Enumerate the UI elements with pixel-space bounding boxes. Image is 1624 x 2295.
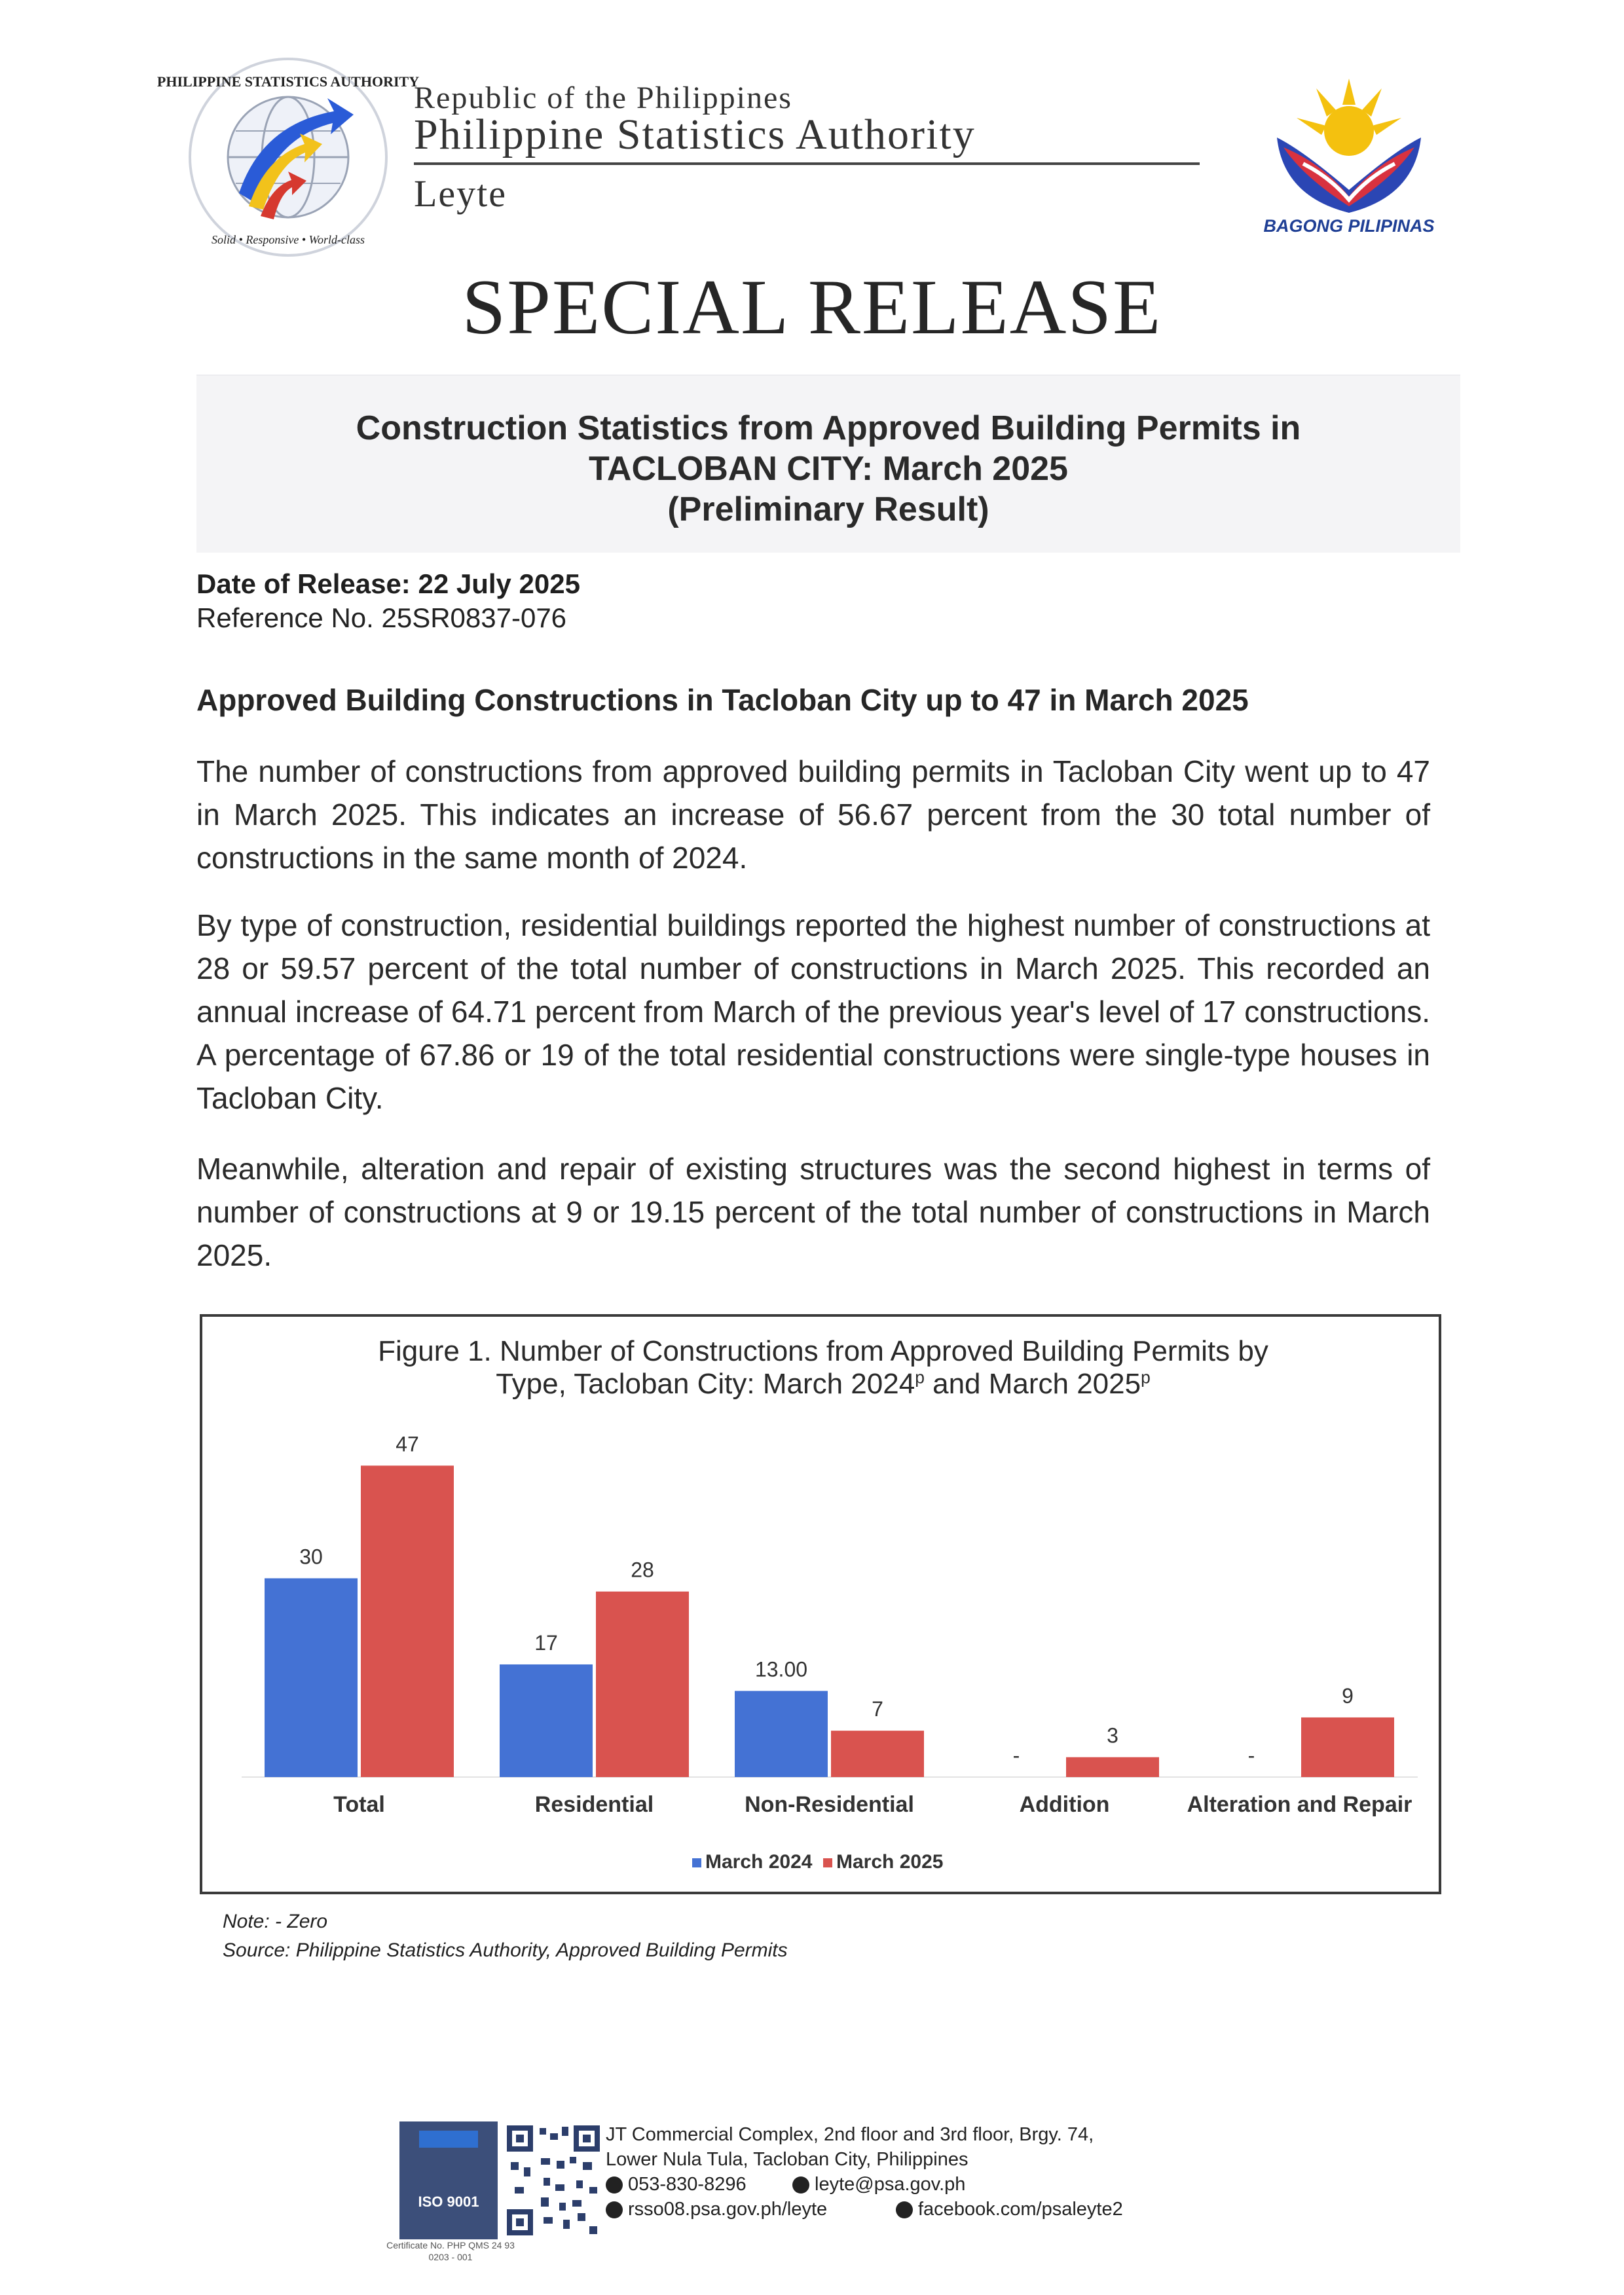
x-tick-label-1: Residential (534, 1792, 654, 1817)
title-line-2: TACLOBAN CITY: March 2025 (589, 450, 1068, 488)
bar-march-2025-1 (596, 1592, 689, 1777)
svg-text:PHILIPPINE STATISTICS AUTHORIT: PHILIPPINE STATISTICS AUTHORITY (157, 73, 420, 90)
header-office: Leyte (414, 172, 507, 215)
svg-text:Solid • Responsive • World-cla: Solid • Responsive • World-class (212, 233, 365, 246)
header-republic: Republic of the Philippines (414, 81, 792, 115)
facebook-url[interactable]: facebook.com/psaleyte2 (918, 2199, 1123, 2220)
iso-label: ISO 9001 (418, 2194, 479, 2210)
footer-facebook[interactable] (896, 2199, 1123, 2220)
title-line-3: (Preliminary Result) (667, 490, 989, 528)
bar-march-2025-2 (831, 1731, 924, 1777)
figure-title-part-a: Type, Tacloban City: March 2024 (496, 1368, 915, 1400)
footer-email[interactable] (792, 2174, 965, 2195)
footer-phone (606, 2174, 747, 2195)
paragraph-1: The number of constructions from approved building permits in Tacloban City went up to 47 in March 2025. This indicates an increase of 56.67 percent from the 30 total number of constructions in the same month of 2024. (196, 754, 1430, 875)
data-label-1-4: 9 (1342, 1683, 1354, 1708)
legend-swatch-0 (692, 1858, 701, 1867)
email-icon (792, 2176, 809, 2194)
legend-swatch-1 (823, 1858, 832, 1867)
headline: Approved Building Constructions in Tacloban City up to 47 in March 2025 (196, 683, 1249, 717)
bar-march-2024-0 (265, 1578, 358, 1777)
x-tick-label-2: Non-Residential (745, 1792, 914, 1817)
special-release-banner: SPECIAL RELEASE (462, 263, 1162, 350)
bar-march-2024-1 (500, 1664, 593, 1777)
tuv-logo-mark (419, 2131, 478, 2148)
figure-1 (200, 1314, 1441, 1894)
header-agency-name: Philippine Statistics Authority (414, 111, 976, 158)
figure-title-line-1: Figure 1. Number of Constructions from Approved Building Permits by (378, 1335, 1268, 1367)
data-label-0-4: - (1247, 1744, 1255, 1767)
bar-chart (202, 1317, 1444, 1897)
data-label-1-2: 7 (872, 1697, 883, 1721)
data-label-0-3: - (1012, 1744, 1020, 1767)
globe-icon (606, 2201, 623, 2218)
bar-march-2025-4 (1301, 1717, 1394, 1777)
footer-website[interactable] (606, 2199, 827, 2220)
iso-certification-badge (399, 2121, 498, 2239)
email-address[interactable]: leyte@psa.gov.ph (815, 2174, 966, 2195)
qr-code (504, 2121, 602, 2239)
footer-address-line-2: Lower Nula Tula, Tacloban City, Philippines (606, 2149, 969, 2170)
bar-march-2025-3 (1066, 1757, 1159, 1777)
facebook-icon (896, 2201, 913, 2218)
figure-title-part-b: and March 2025 (924, 1368, 1141, 1400)
data-label-0-1: 17 (534, 1630, 558, 1655)
title-line-1: Construction Statistics from Approved Building Permits in (356, 409, 1301, 447)
legend-label-0: March 2024 (705, 1851, 813, 1873)
data-label-1-0: 47 (396, 1432, 419, 1456)
figure-source: Source: Philippine Statistics Authority, Approved Building Permits (223, 1939, 788, 1961)
paragraph-3: Meanwhile, alteration and repair of existing structures was the second highest in terms of number of constructions at 9 or 19.15 percent of the total number of constructions in March 2025. (196, 1152, 1430, 1272)
data-label-0-2: 13.00 (754, 1657, 808, 1681)
bar-march-2024-2 (735, 1691, 828, 1777)
data-label-1-1: 28 (631, 1558, 654, 1582)
x-tick-label-3: Addition (1019, 1792, 1110, 1817)
certificate-number: Certificate No. PHP QMS 24 93 0203 - 001 (386, 2240, 515, 2262)
data-label-0-0: 30 (299, 1545, 323, 1569)
paragraph-2: By type of construction, residential buildings reported the highest number of constructions at 28 or 59.57 percent of the total number of constructions in March 2025. This recorded an annual increase of 64.71 percent from March of the previous year's level of 17 constructions. A percentage of 67.86 or 19 of the total residential constructions were single-type houses in Tacloban City. (196, 908, 1430, 1115)
preliminary-mark-1: p (915, 1367, 925, 1387)
release-date: Date of Release: 22 July 2025 (196, 568, 580, 599)
data-label-1-3: 3 (1107, 1723, 1118, 1748)
header-divider (414, 162, 1200, 165)
psa-seal-logo (157, 52, 420, 262)
bagong-pilipinas-text: BAGONG PILIPINAS (1263, 216, 1435, 236)
title-box (196, 375, 1460, 553)
footer-address-line-1: JT Commercial Complex, 2nd floor and 3rd floor, Brgy. 74, (606, 2124, 1094, 2145)
legend-label-1: March 2025 (836, 1851, 944, 1873)
phone-number: 053-830-8296 (628, 2174, 747, 2195)
figure-note: Note: - Zero (223, 1911, 328, 1932)
reference-number: Reference No. 25SR0837-076 (196, 602, 567, 633)
bar-march-2025-0 (361, 1465, 454, 1777)
x-tick-label-0: Total (333, 1792, 385, 1817)
phone-icon (606, 2176, 623, 2194)
bagong-pilipinas-logo (1264, 65, 1434, 223)
preliminary-mark-2: p (1141, 1367, 1151, 1387)
website-url[interactable]: rsso08.psa.gov.ph/leyte (628, 2199, 828, 2220)
x-tick-label-4: Alteration and Repair (1187, 1792, 1412, 1817)
